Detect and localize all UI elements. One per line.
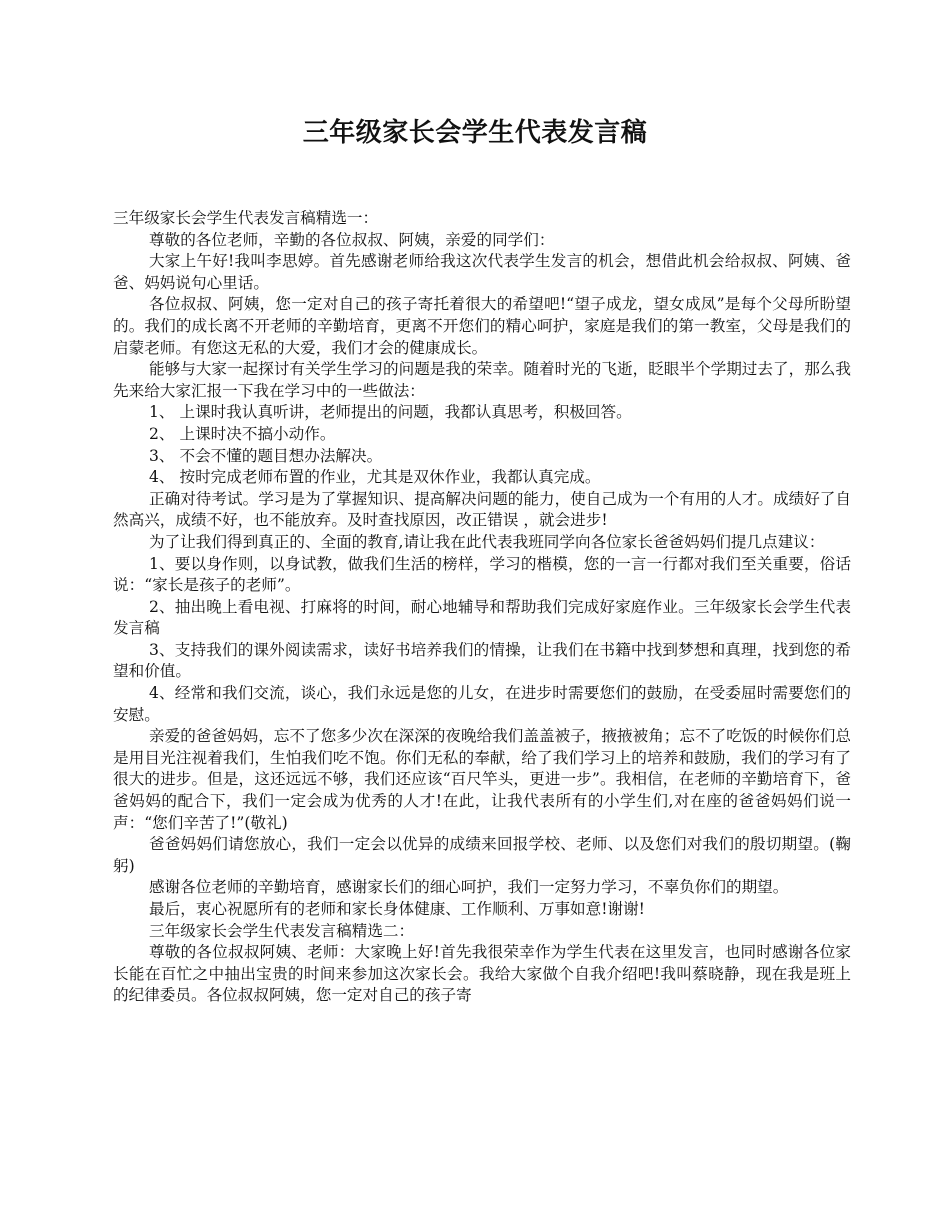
- list-item: 2、 上课时决不搞小动作。: [149, 424, 336, 443]
- list-item: 1、要以身作则，以身试教，做我们生活的榜样，学习的楷模，您的一言一行都对我们至关重要，俗话说：“家长是孩子的老师”。: [113, 554, 851, 595]
- paragraph: 正确对待考试。学习是为了掌握知识、提高解决问题的能力，使自己成为一个有用的人才。成绩好了自然高兴，成绩不好，也不能放弃。及时查找原因，改正错误 ，就会进步!: [113, 489, 851, 530]
- section-heading: 三年级家长会学生代表发言稿精选二：: [149, 921, 415, 940]
- paragraph: 亲爱的爸爸妈妈，忘不了您多少次在深深的夜晚给我们盖盖被子，掖掖被角；忘不了吃饭的时候你们总是用目光注视着我们，生怕我们吃不饱。你们无私的奉献，给了我们学习上的培养和鼓励，我们的学习有了很大的进步。但是，这还远远不够，我们还应该“百尺竿头，更进一步”。我相信，在老师的辛勤培育下，爸爸妈妈的配合下，我们一定会成为优秀的人才!在此，让我代表所有的小学生们,对在座的爸爸妈妈们说一声：“您们辛苦了!”(敬礼): [113, 727, 851, 832]
- paragraph: 为了让我们得到真正的、全面的教育,请让我在此代表我班同学向各位家长爸爸妈妈们提几点建议：: [149, 532, 825, 551]
- paragraph: 大家上午好!我叫李思婷。首先感谢老师给我这次代表学生发言的机会，想借此机会给叔叔、阿姨、爸爸、妈妈说句心里话。: [113, 252, 851, 292]
- list-item: 4、 按时完成老师布置的作业，尤其是双休作业，我都认真完成。: [149, 468, 601, 487]
- document-title: 三年级家长会学生代表发言稿: [302, 118, 648, 148]
- list-item: 2、抽出晚上看电视、打麻将的时间，耐心地辅导和帮助我们完成好家庭作业。三年级家长会学生代表发言稿: [113, 597, 851, 638]
- list-item: 1、 上课时我认真听讲，老师提出的问题，我都认真思考，积极回答。: [149, 403, 632, 422]
- paragraph: 尊敬的各位叔叔阿姨、老师：大家晚上好!首先我很荣幸作为学生代表在这里发言，也同时感谢各位家长能在百忙之中抽出宝贵的时间来参加这次家长会。我给大家做个自我介绍吧!我叫蔡晓静，现在我是班上的纪律委员。各位叔叔阿姨，您一定对自己的孩子寄: [113, 943, 851, 1005]
- paragraph: 爸爸妈妈们请您放心，我们一定会以优异的成绩来回报学校、老师、以及您们对我们的殷切期望。(鞠躬): [113, 835, 851, 875]
- paragraph: 最后，衷心祝愿所有的老师和家长身体健康、工作顺利、万事如意!谢谢!: [149, 900, 645, 918]
- salutation: 尊敬的各位老师，辛勤的各位叔叔、阿姨，亲爱的同学们：: [149, 230, 555, 249]
- paragraph: 感谢各位老师的辛勤培育，感谢家长们的细心呵护，我们一定努力学习，不辜负你们的期望。: [149, 878, 789, 897]
- paragraph: 各位叔叔、阿姨，您一定对自己的孩子寄托着很大的希望吧!“望子成龙，望女成凤”是每个父母所盼望的。我们的成长离不开老师的辛勤培育，更离不开您们的精心呵护，家庭是我们的第一教室，父母是我们的启蒙老师。有您这无私的大爱，我们才会的健康成长。: [113, 295, 851, 357]
- paragraph: 能够与大家一起探讨有关学生学习的问题是我的荣幸。随着时光的飞逝，眨眼半个学期过去了，那么我先来给大家汇报一下我在学习中的一些做法：: [113, 360, 851, 400]
- list-item: 3、 不会不懂的题目想办法解决。: [149, 446, 383, 465]
- list-item: 4、经常和我们交流，谈心，我们永远是您的儿女，在进步时需要您们的鼓励，在受委屈时需要您们的安慰。: [113, 684, 851, 724]
- list-item: 3、支持我们的课外阅读需求，读好书培养我们的情操，让我们在书籍中找到梦想和真理，找到您的希望和价值。: [113, 640, 851, 681]
- document-body: [113, 208, 851, 1007]
- section-heading: 三年级家长会学生代表发言稿精选一：: [113, 209, 379, 227]
